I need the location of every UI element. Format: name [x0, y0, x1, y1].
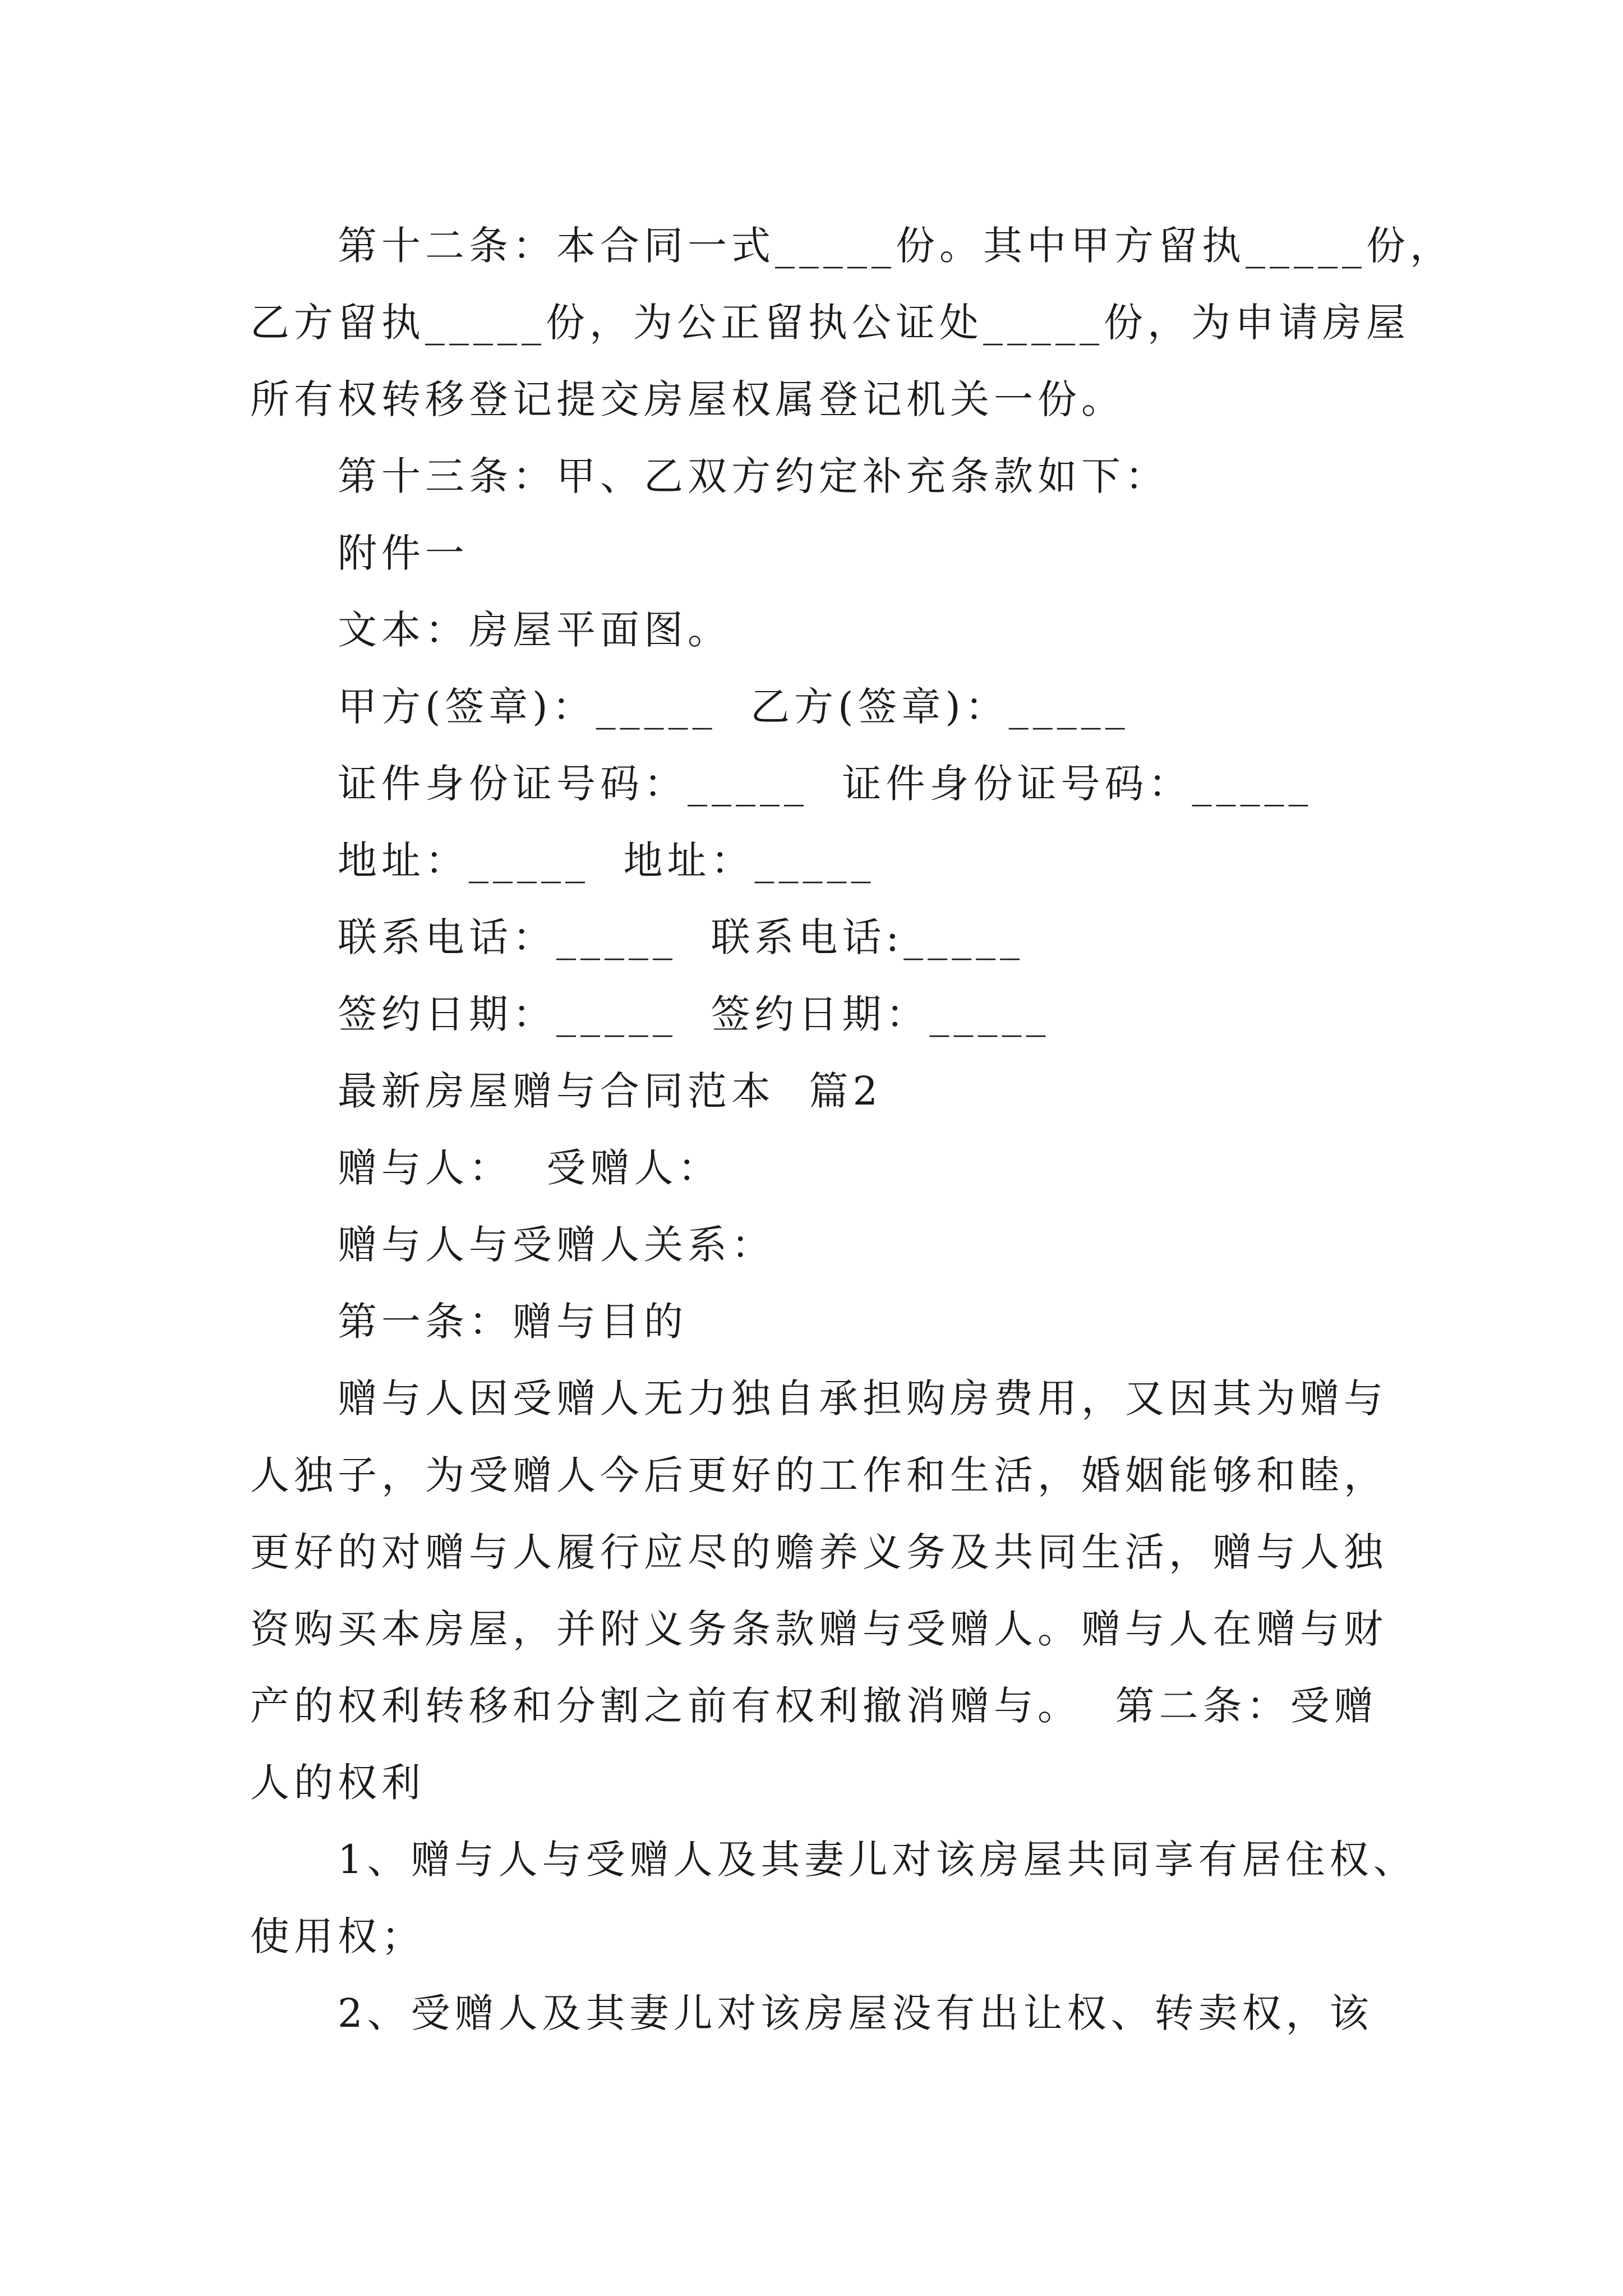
paragraph-line: 人独子，为受赠人今后更好的工作和生活，婚姻能够和睦，: [250, 1452, 1387, 1498]
paragraph-line: 第一条：赠与目的: [338, 1299, 688, 1345]
paragraph-line: 赠与人与受赠人关系：: [338, 1222, 775, 1268]
signature-field-line: 甲方(签章)：_____ 乙方(签章)：_____: [338, 684, 1129, 730]
signature-field-line: 地址：_____ 地址：_____: [338, 838, 875, 884]
signature-field-line: 联系电话：_____ 联系电话:_____: [338, 914, 1025, 960]
paragraph-line: 人的权利: [250, 1760, 425, 1806]
paragraph-line: 所有权转移登记提交房屋权属登记机关一份。: [250, 376, 1125, 422]
paragraph-line: 附件一: [338, 530, 469, 576]
paragraph-line: 第十三条：甲、乙双方约定补充条款如下：: [338, 453, 1169, 499]
paragraph-line: 产的权利转移和分割之前有权利撤消赠与。 第二条：受赠: [250, 1683, 1378, 1729]
paragraph-line: 2、受赠人及其妻儿对该房屋没有出让权、转卖权，该: [338, 1990, 1373, 2036]
paragraph-line: 资购买本房屋，并附义务条款赠与受赠人。赠与人在赠与财: [250, 1606, 1387, 1652]
section-heading: 最新房屋赠与合同范本 篇2: [338, 1068, 883, 1114]
signature-field-line: 签约日期：_____ 签约日期：_____: [338, 991, 1050, 1037]
paragraph-line: 1、赠与人与受赠人及其妻儿对该房屋共同享有居住权、: [338, 1837, 1417, 1883]
signature-field-line: 证件身份证号码：_____ 证件身份证号码：_____: [338, 761, 1313, 807]
paragraph-line: 使用权；: [250, 1913, 425, 1959]
paragraph-line: 乙方留执_____份，为公正留执公证处_____份，为申请房屋: [250, 300, 1410, 346]
paragraph-line: 赠与人： 受赠人：: [338, 1145, 722, 1191]
paragraph-line: 赠与人因受赠人无力独自承担购房费用，又因其为赠与: [338, 1375, 1387, 1421]
paragraph-line: 第十二条：本合同一式_____份。其中甲方留执_____份，: [338, 223, 1454, 269]
paragraph-line: 更好的对赠与人履行应尽的赡养义务及共同生活，赠与人独: [250, 1529, 1387, 1575]
paragraph-line: 文本：房屋平面图。: [338, 607, 731, 653]
